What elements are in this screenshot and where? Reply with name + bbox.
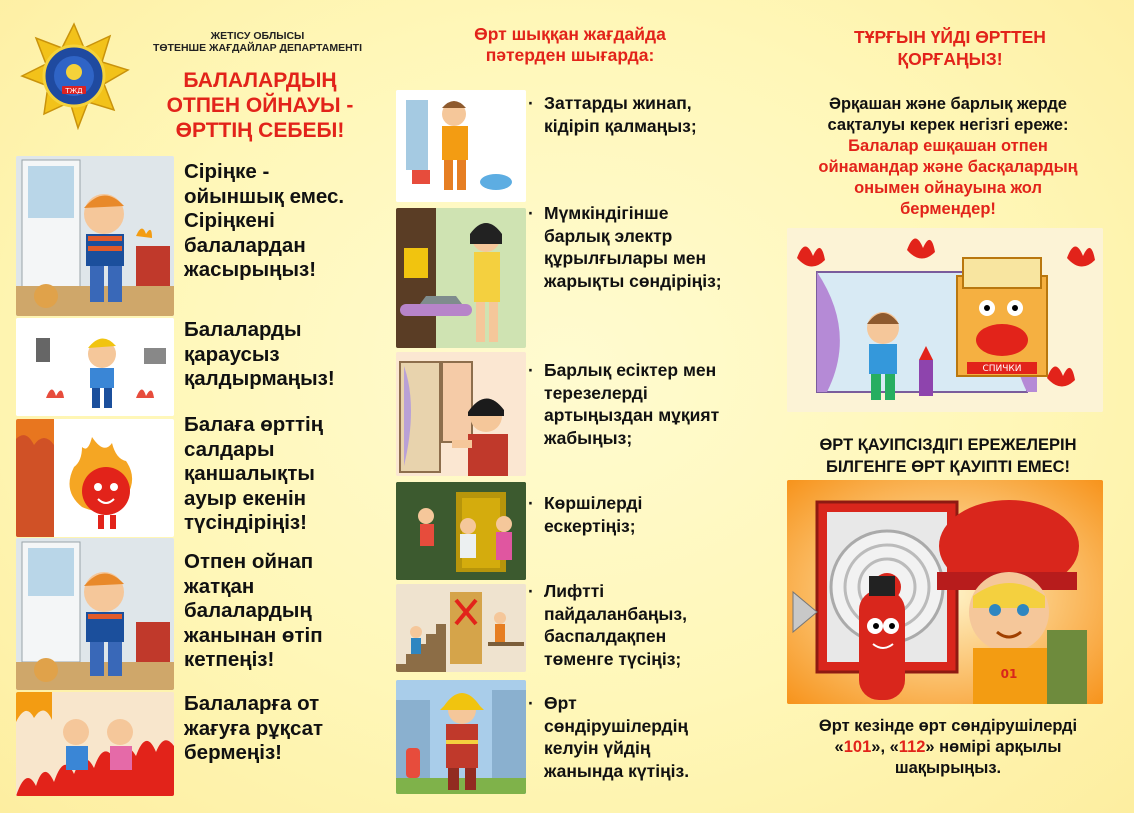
- warning-neighbors-illustration: [396, 482, 526, 580]
- left-item-5: Балаларға от жағуға рұқсат бермеңіз!: [184, 692, 324, 764]
- middle-item-5: · Лифтті пайдаланбаңыз, баспалдақпен төменге түсіңіз;: [528, 581, 687, 669]
- firefighter-illustration: [396, 680, 526, 794]
- boy-playing-fire-illustration: [16, 538, 174, 690]
- safety-slogan: ӨРТ ҚАУІПСІЗДІГІ ЕРЕЖЕЛЕРІН БІЛГЕНГЕ ӨРТ ҚАУІПТІ ЕМЕС!: [819, 436, 1077, 476]
- boy-with-matches-illustration: [16, 156, 174, 316]
- left-item-3: Балаға өрттің салдары қаншалықты ауыр екенін түсіндіріңіз!: [184, 413, 324, 534]
- middle-item-1: · Заттарды жинап, кідіріп қалмаңыз;: [528, 93, 697, 136]
- left-item-4: Отпен ойнап жатқан балалардың жанынан өтіп кетпеңіз!: [184, 550, 323, 671]
- middle-item-6: · Өрт сөндірушілердің келуін үйдің жанында күтіңіз.: [528, 693, 690, 781]
- middle-item-2: · Мүмкіндігінше барлық электр құрылғылары мен жарықты сөндіріңіз;: [528, 203, 722, 291]
- matchbox-character-illustration: [787, 228, 1103, 412]
- children-in-fire-illustration: [16, 692, 174, 796]
- department-name: ТӨТЕНШЕ ЖАҒДАЙЛАР ДЕПАРТАМЕНТІ: [152, 42, 363, 54]
- emblem-text: ТЖД: [65, 87, 83, 95]
- department-emblem: [18, 22, 130, 130]
- boy-with-extinguisher-illustration: [787, 480, 1103, 704]
- fire-character-illustration: [16, 419, 174, 537]
- extinguisher-label: 01: [1000, 667, 1018, 681]
- middle-title: Өрт шыққан жағдайда пәтерден шығарда:: [474, 24, 666, 65]
- middle-item-3: · Барлық есіктер мен терезелерді артыңыздан мұқият жабыңыз;: [528, 360, 720, 448]
- phone-number-112: 112: [898, 738, 926, 756]
- middle-item-4: · Көршілерді ескертіңіз;: [528, 493, 643, 536]
- main-rule: Әрқашан және барлық жерде сақталуы керек негізгі ереже: Балалар ешқашан отпен ойнамандар және басқалардың онымен ойнауына жол бермендер!: [818, 95, 1078, 218]
- children-unattended-illustration: [16, 318, 174, 416]
- phone-number-101: 101: [843, 738, 872, 756]
- region-name: ЖЕТІСУ ОБЛЫСЫ: [210, 30, 305, 42]
- matchbox-label: СПИЧКИ: [982, 364, 1022, 374]
- person-gathering-things-illustration: [396, 90, 526, 202]
- page-title: БАЛАЛАРДЫҢ ОТПЕН ОЙНАУЫ - ӨРТТІҢ СЕБЕБІ!: [166, 69, 354, 142]
- right-title: ТҰРҒЫН ҮЙДІ ӨРТТЕН ҚОРҒАҢЫЗ!: [854, 27, 1046, 69]
- left-item-1: Сіріңке - ойыншық емес. Сіріңкені балалардан жасырыңыз!: [184, 160, 345, 281]
- stairs-not-elevator-illustration: [396, 584, 526, 672]
- woman-switching-off-appliances-illustration: [396, 208, 526, 348]
- left-item-2: Балаларды қараусыз қалдырмаңыз!: [184, 318, 335, 390]
- boy-closing-window-illustration: [396, 352, 526, 476]
- emergency-call-text: Өрт кезінде өрт сөндірушілерді «101», «112» нөмірі арқылы шақырыңыз.: [818, 717, 1078, 777]
